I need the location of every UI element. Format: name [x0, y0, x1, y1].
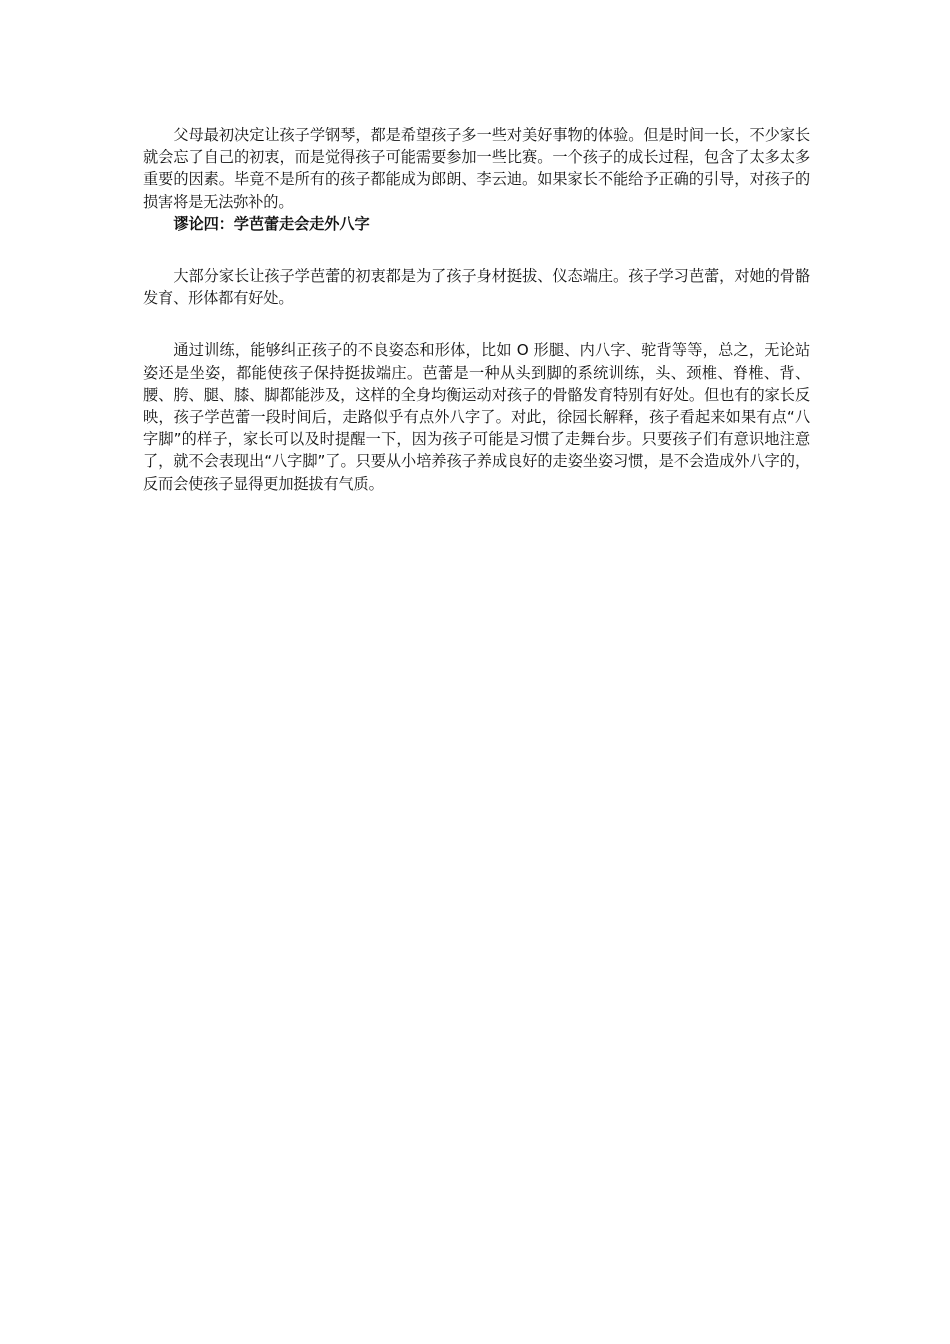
paragraph-piano: 父母最初决定让孩子学钢琴，都是希望孩子多一些对美好事物的体验。但是时间一长，不少家长就会忘了自己的初衷，而是觉得孩子可能需要参加一些比赛。一个孩子的成长过程，包含了太多太多重要的因素。毕竟不是所有的孩子都能成为郎朗、李云迪。如果家长不能给予正确的引导，对孩子的损害将是无法弥补的。 — [143, 126, 810, 211]
section-heading: 谬论四：学芭蕾走会走外八字 — [173, 214, 370, 233]
paragraph-ballet-intro: 大部分家长让孩子学芭蕾的初衷都是为了孩子身材挺拔、仪态端庄。孩子学习芭蕾，对她的骨骼发育、形体都有好处。 — [143, 267, 810, 308]
document-body — [143, 124, 810, 495]
paragraph-ballet-training: 通过训练，能够纠正孩子的不良姿态和形体，比如 O 形腿、内八字、驼背等等，总之，无论站姿还是坐姿，都能使孩子保持挺拔端庄。芭蕾是一种从头到脚的系统训练，头、颈椎、脊椎、背、腰、胯、腿、膝、脚都能涉及，这样的全身均衡运动对孩子的骨骼发育特别有好处。但也有的家长反映，孩子学芭蕾一段时间后，走路似乎有点外八字了。对此，徐园长解释，孩子看起来如果有点“八字脚”的样子，家长可以及时提醒一下，因为孩子可能是习惯了走舞台步。只要孩子们有意识地注意了，就不会表现出“八字脚”了。只要从小培养孩子养成良好的走姿坐姿习惯，是不会造成外八字的，反而会使孩子显得更加挺拔有气质。 — [143, 341, 810, 493]
